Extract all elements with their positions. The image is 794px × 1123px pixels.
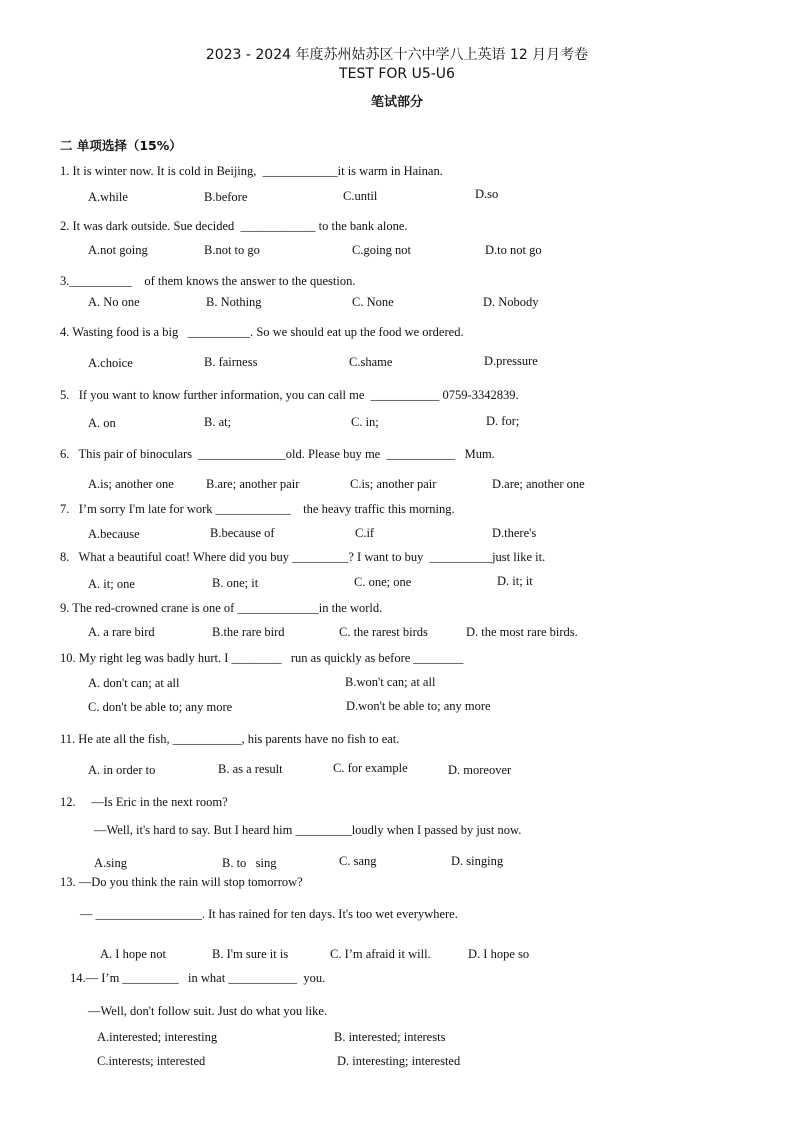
option: B. interested; interests bbox=[334, 1030, 446, 1044]
option: A.not going bbox=[88, 243, 148, 257]
question-stem: 8. What a beautiful coat! Where did you buy _________? I want to buy __________just like it. bbox=[60, 550, 546, 564]
option: D. the most rare birds. bbox=[466, 625, 578, 639]
question-stem: 1. It is winter now. It is cold in Beijing, ____________it is warm in Hainan. bbox=[60, 164, 443, 178]
option: B.won't can; at all bbox=[345, 675, 436, 689]
option: D. moreover bbox=[448, 763, 512, 777]
option: A. it; one bbox=[88, 577, 135, 591]
option: A. don't can; at all bbox=[88, 676, 180, 690]
option: B.are; another pair bbox=[206, 477, 300, 491]
option: C. for example bbox=[333, 761, 408, 775]
option: B. at; bbox=[204, 415, 232, 429]
option: C.is; another pair bbox=[350, 477, 437, 491]
option: B. as a result bbox=[218, 762, 283, 776]
option: B.because of bbox=[210, 526, 275, 540]
option: C.until bbox=[343, 189, 378, 203]
option: A.sing bbox=[94, 856, 127, 870]
option: D. I hope so bbox=[468, 947, 530, 961]
option: A. a rare bird bbox=[88, 625, 155, 639]
question-stem: 7. I’m sorry I'm late for work ____________ the heavy traffic this morning. bbox=[60, 502, 455, 516]
option: B. one; it bbox=[212, 576, 259, 590]
question-stem: 2. It was dark outside. Sue decided ____________ to the bank alone. bbox=[60, 219, 408, 233]
question-stem: 5. If you want to know further information, you can call me ___________ 0759-3342839. bbox=[60, 388, 519, 402]
option: A.interested; interesting bbox=[97, 1030, 218, 1044]
question-stem-reply: — _________________. It has rained for ten days. It's too wet everywhere. bbox=[80, 907, 458, 921]
option: C.interests; interested bbox=[97, 1054, 206, 1068]
document-part: 笔试部分 bbox=[370, 95, 423, 110]
option: D. interesting; interested bbox=[337, 1054, 461, 1068]
option: A.while bbox=[88, 190, 128, 204]
question-stem: 4. Wasting food is a big __________. So we should eat up the food we ordered. bbox=[60, 325, 464, 339]
option: C. one; one bbox=[354, 575, 412, 589]
option: C.going not bbox=[352, 243, 412, 257]
option: C.shame bbox=[349, 355, 393, 369]
option: B. fairness bbox=[204, 355, 258, 369]
option: D. Nobody bbox=[483, 295, 539, 309]
question-stem: 3.__________ of them knows the answer to the question. bbox=[60, 274, 356, 288]
option: B.before bbox=[204, 190, 248, 204]
document-title: 2023 - 2024 年度苏州姑苏区十六中学八上英语 12 月月考卷 bbox=[205, 47, 589, 63]
option: A. I hope not bbox=[100, 947, 166, 961]
option: A. on bbox=[88, 416, 116, 430]
option: D.pressure bbox=[484, 354, 538, 368]
question-stem: 10. My right leg was badly hurt. I ________ run as quickly as before ________ bbox=[60, 651, 464, 665]
question-stem: 9. The red-crowned crane is one of _____________in the world. bbox=[60, 601, 383, 615]
question-stem: 13. —Do you think the rain will stop tomorrow? bbox=[60, 875, 303, 889]
option: A.choice bbox=[88, 356, 133, 370]
option: D. singing bbox=[451, 854, 504, 868]
document-subtitle: TEST FOR U5-U6 bbox=[339, 66, 455, 82]
option: D.there's bbox=[492, 526, 537, 540]
option: C. in; bbox=[351, 415, 379, 429]
option: D.to not go bbox=[485, 243, 542, 257]
option: A. No one bbox=[88, 295, 140, 309]
option: B.the rare bird bbox=[212, 625, 285, 639]
option: D. it; it bbox=[497, 574, 533, 588]
option: B. Nothing bbox=[206, 295, 262, 309]
option: C. sang bbox=[339, 854, 377, 868]
option: C. None bbox=[352, 295, 394, 309]
option: D.so bbox=[475, 187, 499, 201]
option: C. the rarest birds bbox=[339, 625, 428, 639]
option: C. don't be able to; any more bbox=[88, 700, 233, 714]
option: C. I’m afraid it will. bbox=[330, 947, 431, 961]
question-stem: 11. He ate all the fish, ___________, his parents have no fish to eat. bbox=[60, 732, 400, 746]
option: B. I'm sure it is bbox=[212, 947, 289, 961]
option: C.if bbox=[355, 526, 375, 540]
question-stem-reply: —Well, don't follow suit. Just do what you like. bbox=[88, 1004, 328, 1018]
option: D. for; bbox=[486, 414, 520, 428]
option: B. to sing bbox=[222, 856, 277, 870]
option: A.because bbox=[88, 527, 140, 541]
question-stem: 6. This pair of binoculars ______________old. Please buy me ___________ Mum. bbox=[60, 447, 495, 461]
option: A.is; another one bbox=[88, 477, 174, 491]
question-stem: 12. —Is Eric in the next room? bbox=[60, 795, 228, 809]
option: D.won't be able to; any more bbox=[346, 699, 491, 713]
option: D.are; another one bbox=[492, 477, 585, 491]
section-title: 二 单项选择（15%） bbox=[60, 138, 182, 153]
option: A. in order to bbox=[88, 763, 156, 777]
question-stem: 14.— I’m _________ in what ___________ you. bbox=[70, 971, 326, 985]
question-stem-reply: —Well, it's hard to say. But I heard him _________loudly when I passed by just now. bbox=[94, 823, 522, 837]
option: B.not to go bbox=[204, 243, 260, 257]
